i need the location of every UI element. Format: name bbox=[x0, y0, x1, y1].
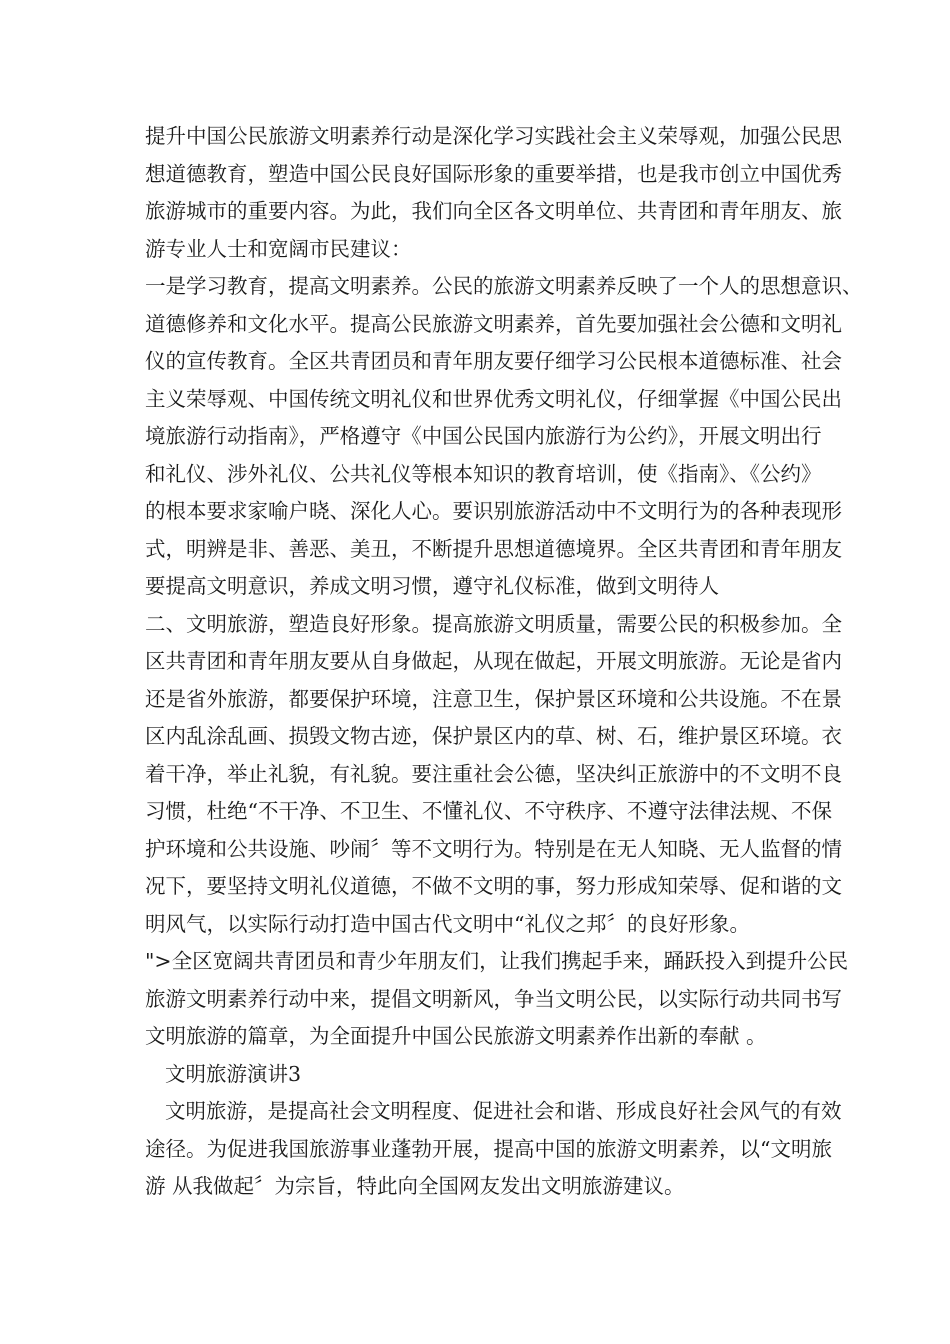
text-line: 文明旅游，是提高社会文明程度、促进社会和谐、形成良好社会风气的有效 bbox=[165, 1099, 842, 1123]
text-line: 还是省外旅游，都要保护环境，注意卫生，保护景区环境和公共设施。不在景 bbox=[145, 686, 842, 711]
text-line: 文明旅游的篇章，为全面提升中国公民旅游文明素养作出新的奉献 。 bbox=[145, 1024, 767, 1048]
text-line: 提升中国公民旅游文明素养行动是深化学习实践社会主义荣辱观，加强公民思 bbox=[145, 124, 842, 148]
text-line: 二、文明旅游，塑造良好形象。提高旅游文明质量，需要公民的积极参加。全 bbox=[145, 611, 842, 636]
text-line: 区内乱涂乱画、损毁文物古迹，保护景区内的草、树、石，维护景区环境。衣 bbox=[145, 724, 842, 748]
text-line: 和礼仪、涉外礼仪、公共礼仪等根本知识的教育培训，使《指南》、《公约》 bbox=[145, 461, 822, 486]
text-line: 途径。为促进我国旅游事业蓬勃开展，提高中国的旅游文明素养，以“文明旅 bbox=[145, 1136, 832, 1161]
text-line: 主义荣辱观、中国传统文明礼仪和世界优秀文明礼仪，仔细掌握《中国公民出 bbox=[145, 386, 842, 411]
text-line: 旅游城市的重要内容。为此，我们向全区各文明单位、共青团和青年朋友、旅 bbox=[145, 199, 842, 223]
text-line: 想道德教育，塑造中国公民良好国际形象的重要举措，也是我市创立中国优秀 bbox=[145, 161, 842, 186]
text-line: 境旅游行动指南》，严格遵守《中国公民国内旅游行为公约》，开展文明出行 bbox=[145, 424, 822, 448]
text-line: 着干净，举止礼貌，有礼貌。要注重社会公德，坚决纠正旅游中的不文明不良 bbox=[145, 761, 842, 786]
text-line: 护环境和公共设施、吵闹〞等不文明行为。特别是在无人知晓、无人监督的情 bbox=[145, 836, 842, 861]
text-line: 况下，要坚持文明礼仪道德，不做不文明的事，努力形成知荣辱、促和谐的文 bbox=[145, 874, 842, 898]
text-line: 道德修养和文化水平。提高公民旅游文明素养，首先要加强社会公德和文明礼 bbox=[145, 311, 842, 336]
text-line: 游 从我做起〞为宗旨，特此向全国网友发出文明旅游建议。 bbox=[145, 1174, 685, 1198]
text-line: 旅游文明素养行动中来，提倡文明新风，争当文明公民，以实际行动共同书写 bbox=[145, 986, 842, 1011]
text-line: 的根本要求家喻户晓、深化人心。要识别旅游活动中不文明行为的各种表现形 bbox=[145, 499, 842, 523]
text-line: ">全区宽阔共青团员和青少年朋友们，让我们携起手来，踊跃投入到提升公民 bbox=[145, 949, 849, 973]
text-line: 游专业人士和宽阔市民建议： bbox=[145, 236, 412, 261]
text-line: 明风气，以实际行动打造中国古代文明中“礼仪之邦〞的良好形象。 bbox=[145, 911, 750, 936]
text-line: 式，明辨是非、善恶、美丑，不断提升思想道德境界。全区共青团和青年朋友 bbox=[145, 536, 842, 561]
text-line: 要提高文明意识，养成文明习惯，遵守礼仪标准，做到文明待人 bbox=[145, 574, 719, 598]
text-line: 区共青团和青年朋友要从自身做起，从现在做起，开展文明旅游。无论是省内 bbox=[145, 649, 842, 673]
text-line: 文明旅游演讲3 bbox=[165, 1061, 302, 1086]
document-body bbox=[145, 118, 863, 1206]
text-line: 习惯，杜绝“不干净、不卫生、不懂礼仪、不守秩序、不遵守法律法规、不保 bbox=[145, 799, 832, 823]
text-line: 仪的宣传教育。全区共青团员和青年朋友要仔细学习公民根本道德标准、社会 bbox=[145, 349, 842, 373]
text-line: 一是学习教育，提高文明素养。公民的旅游文明素养反映了一个人的思想意识、 bbox=[145, 274, 863, 298]
